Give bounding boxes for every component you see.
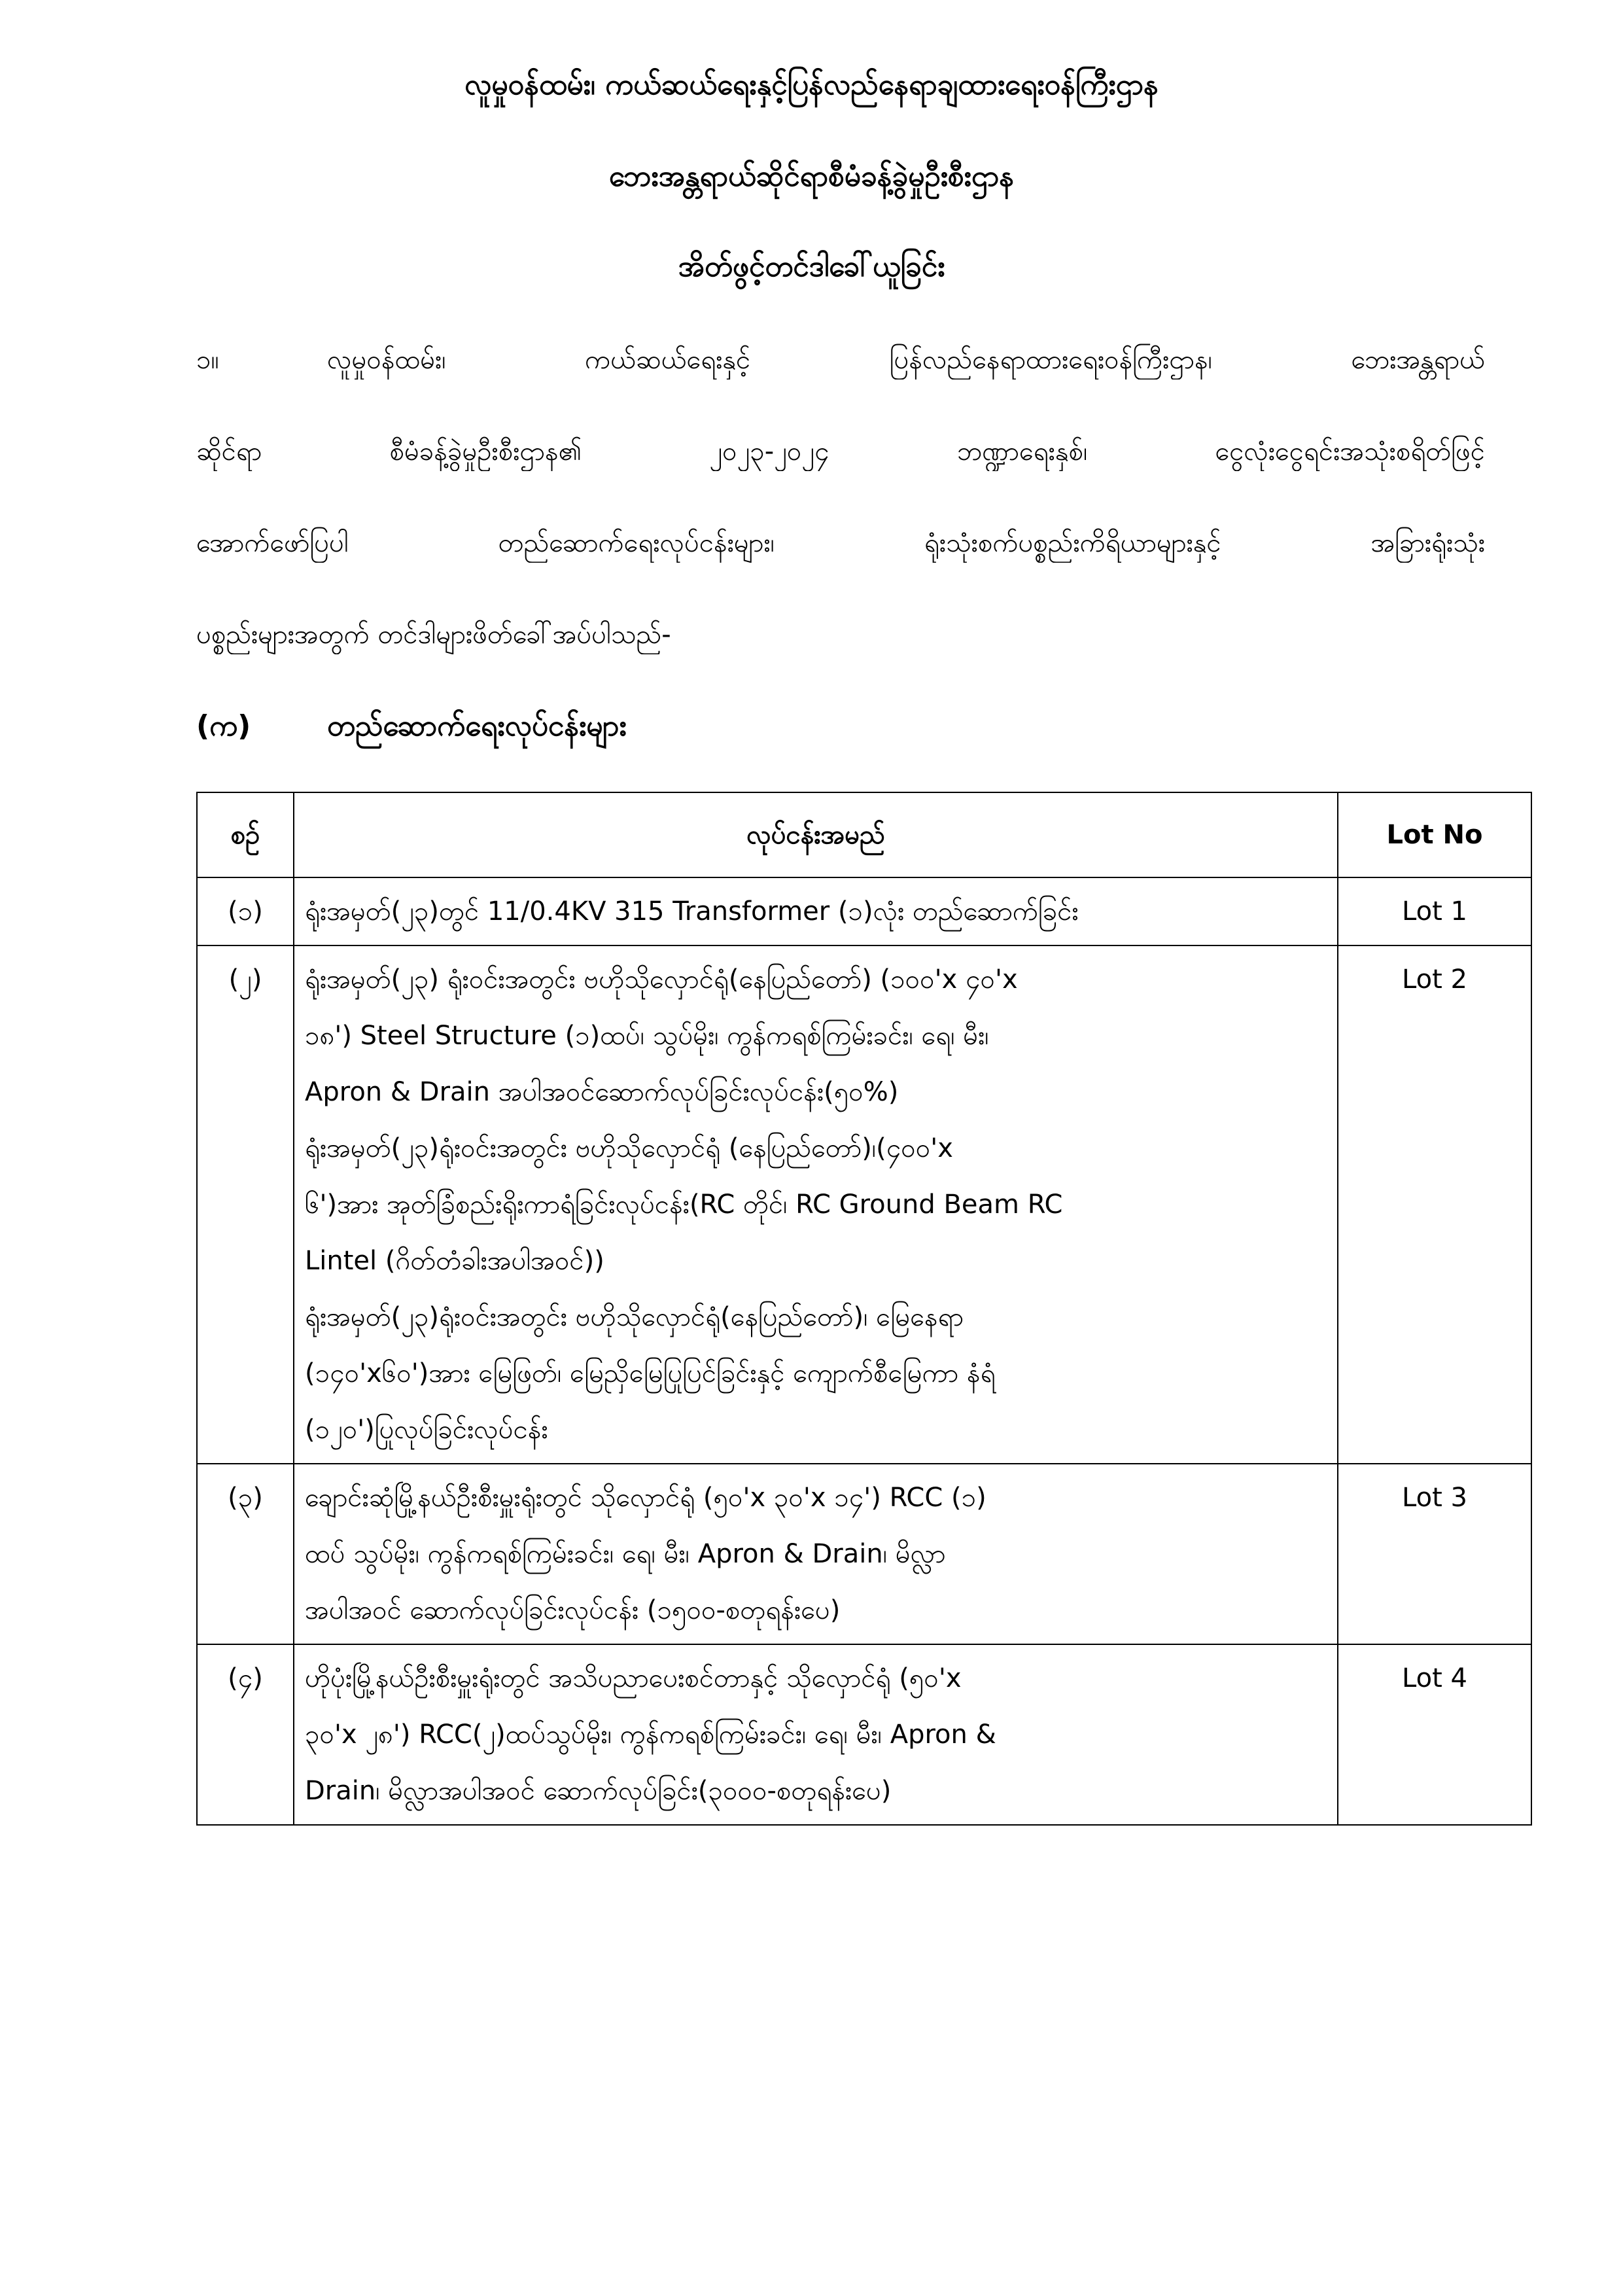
row-lot-no: Lot 3	[1338, 1464, 1531, 1644]
row-work-name	[294, 1644, 1338, 1825]
table-row	[197, 1644, 1531, 1825]
work-name-line: Drain၊ မိလ္လာအပါအဝင် ဆောက်လုပ်ခြင်း(၃၀၀၀-စတုရန်းပေ)	[305, 1776, 892, 1806]
work-name-line: Apron & Drain အပါအဝင်ဆောက်လုပ်ခြင်းလုပ်ငန်း(၅၀%)	[305, 1077, 899, 1107]
intro-line-4: ပစ္စည်းများအတွက် တင်ဒါများဖိတ်ခေါ်အပ်ပါသည်-	[196, 620, 671, 650]
works-table-body	[197, 877, 1531, 1825]
header-lot-no: Lot No	[1338, 792, 1531, 877]
work-name-line: ၃၀'x ၂၈') RCC(၂)ထပ်သွပ်မိုး၊ ကွန်ကရစ်ကြမ်းခင်း၊ ရေ၊ မီး၊ Apron &	[305, 1720, 996, 1750]
row-work-name	[294, 877, 1338, 945]
section-title: တည်ဆောက်ရေးလုပ်ငန်းများ	[327, 709, 627, 743]
department-heading: ဘေးအန္တရာယ်ဆိုင်ရာစီမံခန့်ခွဲမှုဦးစီးဌာန	[608, 160, 1015, 193]
row-work-name	[294, 945, 1338, 1464]
table-row	[197, 945, 1531, 1464]
work-name-line: ဟိုပုံးမြို့နယ်ဦးစီးမှူးရုံးတွင် အသိပညာပေးစင်တာနှင့် သိုလှောင်ရုံ (၅၀'x	[305, 1663, 962, 1693]
row-lot-no: Lot 1	[1338, 877, 1531, 945]
table-row	[197, 1464, 1531, 1644]
section-letter: (က)	[196, 709, 251, 743]
work-name-line: ရုံးအမှတ်(၂၃)ရုံးဝင်းအတွင်း ဗဟိုသိုလှောင်ရုံ(နေပြည်တော်)၊ မြေနေရာ	[305, 1302, 964, 1332]
header-work-name: လုပ်ငန်းအမည်	[294, 792, 1338, 877]
work-name-line: အပါအဝင် ဆောက်လုပ်ခြင်းလုပ်ငန်း (၁၅၀၀-စတုရန်းပေ)	[305, 1595, 841, 1625]
row-serial-no: (၂)	[197, 945, 294, 1464]
row-serial-no: (၄)	[197, 1644, 294, 1825]
tender-title: အိတ်ဖွင့်တင်ဒါခေါ်ယူခြင်း	[678, 250, 945, 283]
intro-line-2: ဆိုင်ရာ စီမံခန့်ခွဲမှုဦးစီးဌာန၏ ၂၀၂၃-၂၀၂၄ ဘဏ္ဍာရေးနှစ်၊ ငွေလုံးငွေရင်းအသုံးစရိတ်ဖြင့်	[196, 436, 1485, 467]
intro-line-3: အောက်ဖော်ပြပါ တည်ဆောက်ရေးလုပ်ငန်းများ၊ ရုံးသုံးစက်ပစ္စည်းကိရိယာများနှင့် အခြားရုံးသုံး	[196, 528, 1485, 558]
section-heading	[196, 707, 627, 746]
work-name-line: (၁၂၀')ပြုလုပ်ခြင်းလုပ်ငန်း	[305, 1415, 548, 1445]
work-name-line: Lintel (ဂိတ်တံခါးအပါအဝင်))	[305, 1246, 604, 1276]
work-name-line: ရုံးအမှတ်(၂၃)တွင် 11/0.4KV 315 Transformer (၁)လုံး တည်ဆောက်ခြင်း	[305, 896, 1079, 927]
ministry-heading: လူမှုဝန်ထမ်း၊ ကယ်ဆယ်ရေးနှင့်ပြန်လည်နေရာချထားရေးဝန်ကြီးဌာန	[464, 68, 1159, 101]
table-header-row	[197, 792, 1531, 877]
row-serial-no: (၃)	[197, 1464, 294, 1644]
paragraph-number: ၁။	[196, 345, 219, 375]
table-row	[197, 877, 1531, 945]
works-table	[196, 792, 1532, 1826]
work-name-line: ၁၈') Steel Structure (၁)ထပ်၊ သွပ်မိုး၊ ကွန်ကရစ်ကြမ်းခင်း၊ ရေ၊ မီး၊	[305, 1021, 989, 1051]
intro-line-1: လူမှုဝန်ထမ်း၊ ကယ်ဆယ်ရေးနှင့် ပြန်လည်နေရာထားရေးဝန်ကြီးဌာန၊ ဘေးအန္တရာယ်	[327, 345, 1485, 375]
work-name-line: (၁၄၀'x၆၀')အား မြေဖြတ်၊ မြေညှိမြေပြုပြင်ခြင်းနှင့် ကျောက်စီမြေကာ နံရံ	[305, 1358, 996, 1388]
row-serial-no: (၁)	[197, 877, 294, 945]
work-name-line: ၆')အား အုတ်ခြံစည်းရိုးကာရံခြင်းလုပ်ငန်း(RC တိုင်၊ RC Ground Beam RC	[305, 1190, 1063, 1220]
work-name-line: ရုံးအမှတ်(၂၃) ရုံးဝင်းအတွင်း ဗဟိုသိုလှောင်ရုံ(နေပြည်တော်) (၁၀၀'x ၄၀'x	[305, 964, 1018, 995]
work-name-line: ရုံးအမှတ်(၂၃)ရုံးဝင်းအတွင်း ဗဟိုသိုလှောင်ရုံ (နေပြည်တော်)၊(၄၀၀'x	[305, 1133, 953, 1163]
work-name-line: ချောင်းဆုံမြို့နယ်ဦးစီးမှူးရုံးတွင် သိုလှောင်ရုံ (၅၀'x ၃၀'x ၁၄') RCC (၁)	[305, 1483, 986, 1513]
header-serial-no: စဉ်	[197, 792, 294, 877]
row-lot-no: Lot 4	[1338, 1644, 1531, 1825]
row-lot-no: Lot 2	[1338, 945, 1531, 1464]
work-name-line: ထပ် သွပ်မိုး၊ ကွန်ကရစ်ကြမ်းခင်း၊ ရေ၊ မီး၊ Apron & Drain၊ မိလ္လာ	[305, 1539, 946, 1569]
row-work-name	[294, 1464, 1338, 1644]
